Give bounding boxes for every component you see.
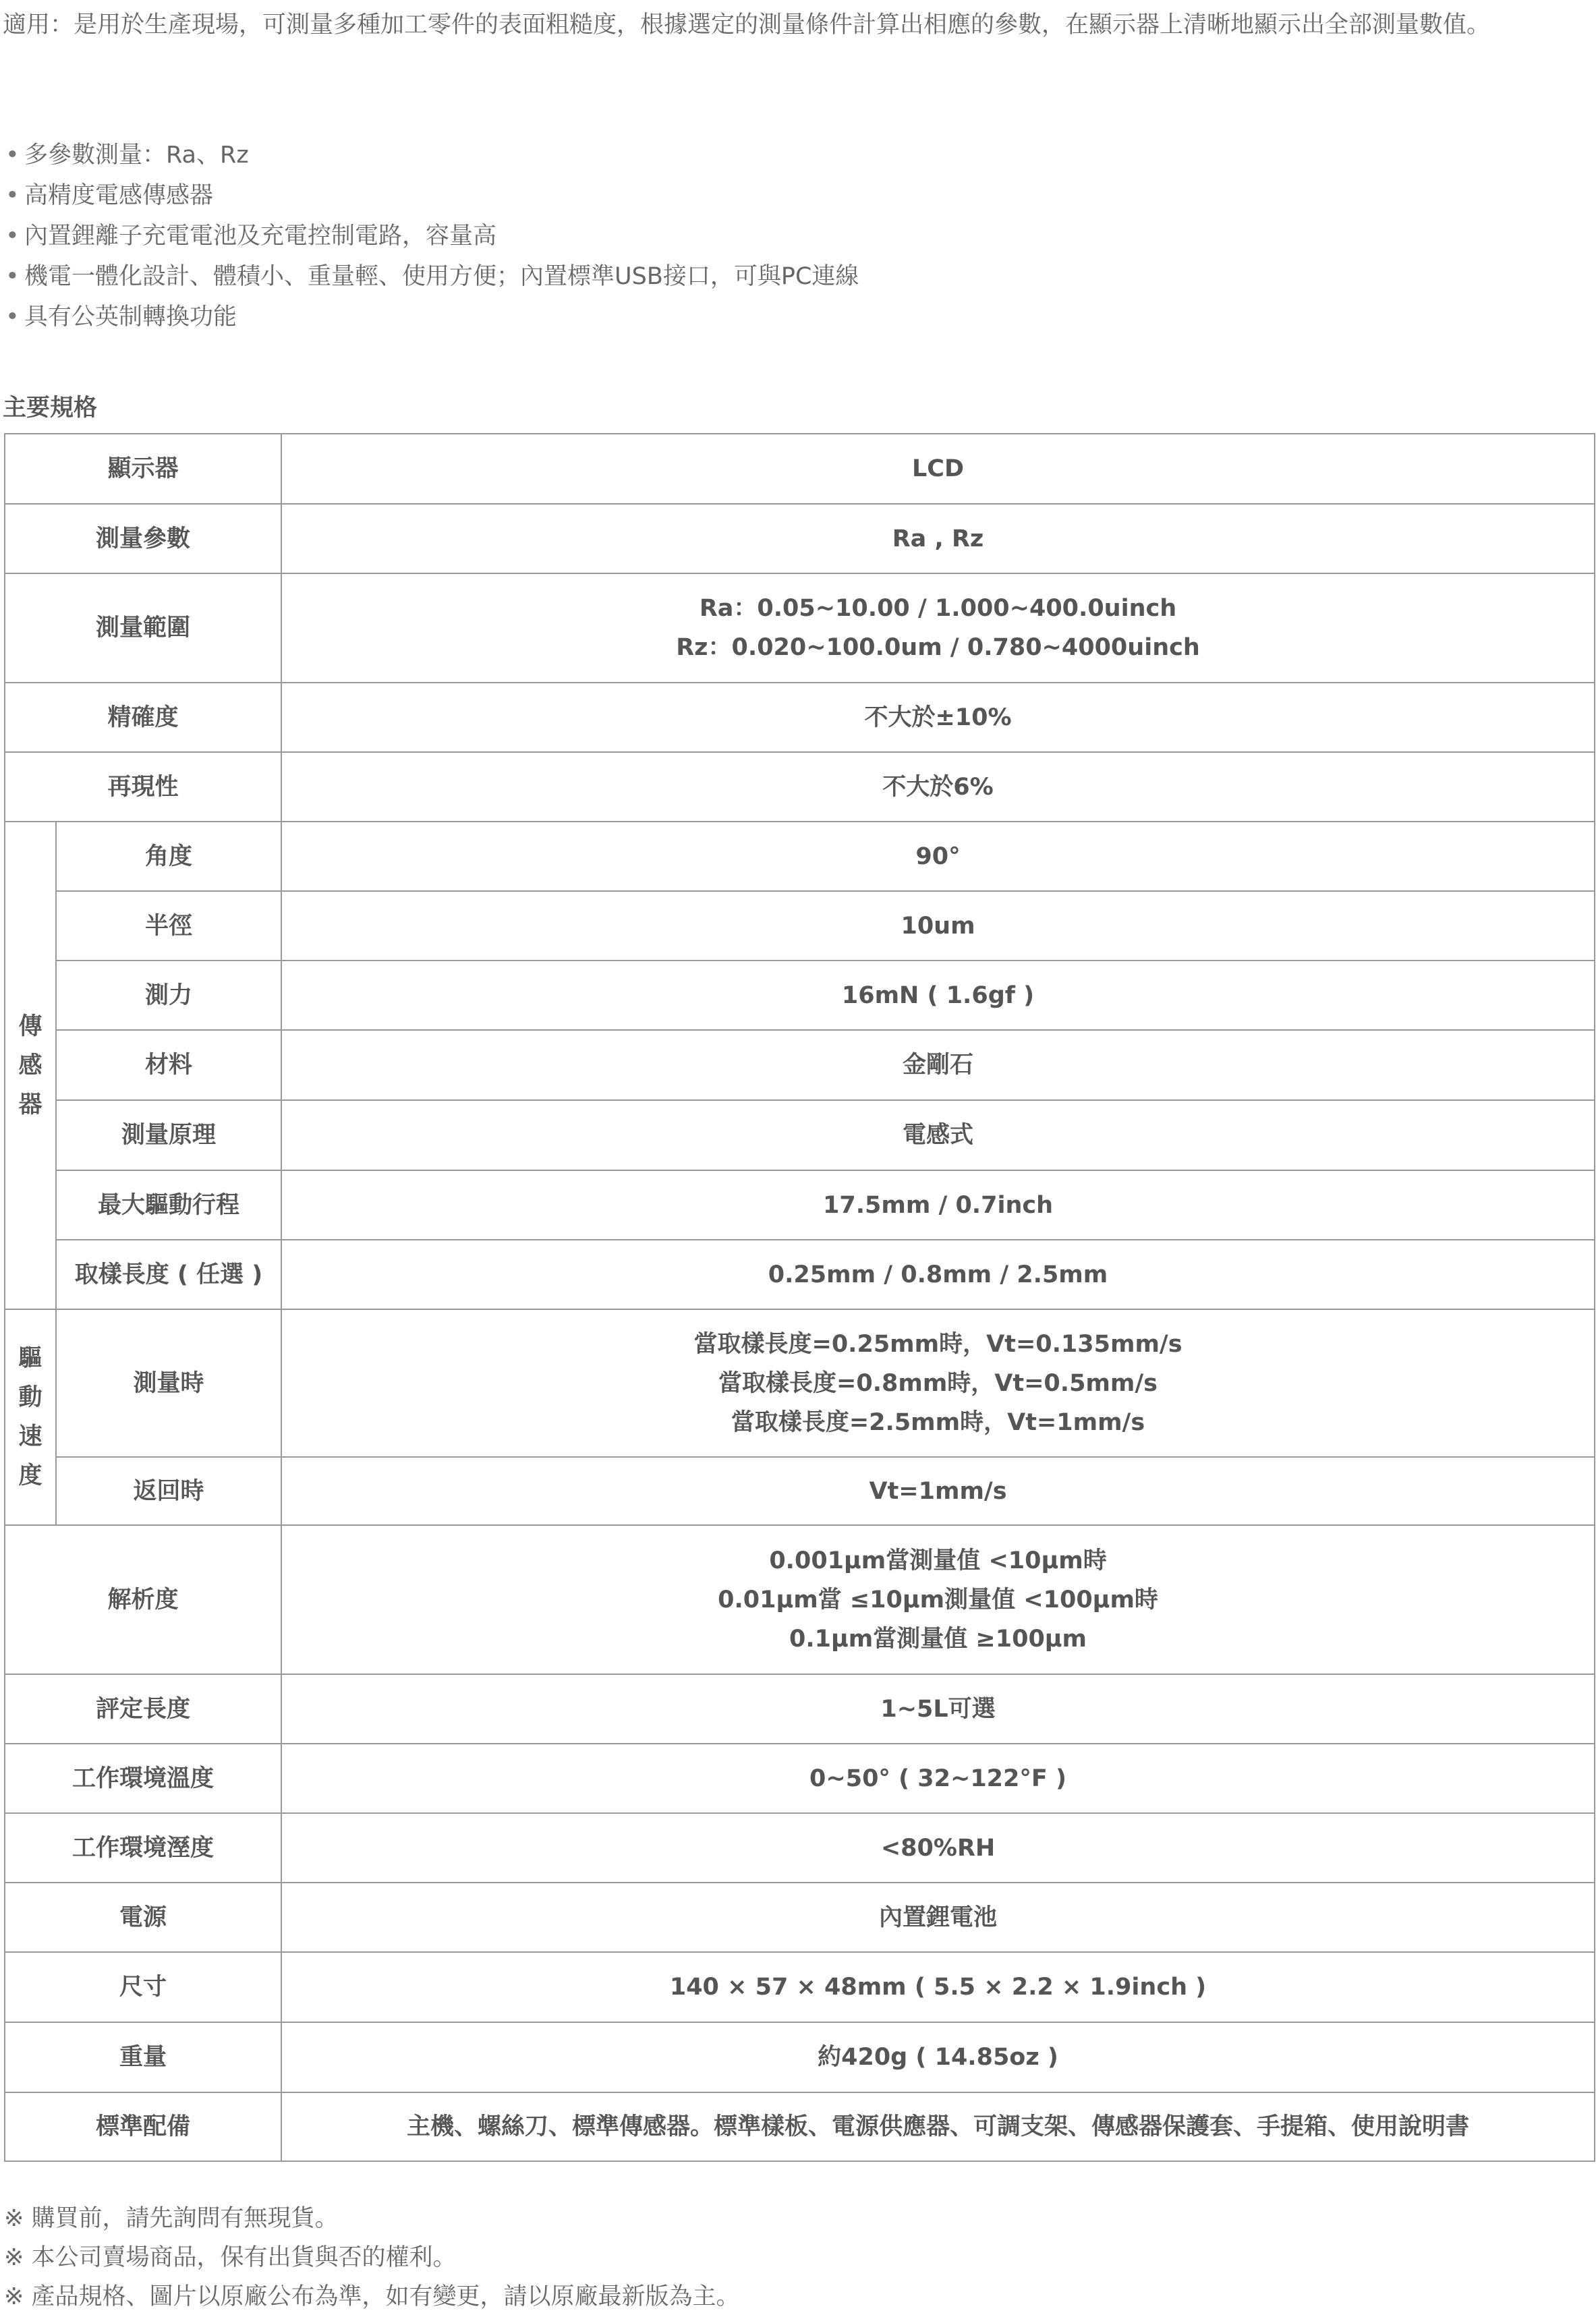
spec-value: <80%RH bbox=[281, 1813, 1595, 1883]
spec-value: 16mN ( 1.6gf ) bbox=[281, 961, 1595, 1030]
spec-value: 不大於6% bbox=[281, 752, 1595, 822]
spec-value: 內置鋰電池 bbox=[281, 1883, 1595, 1952]
spec-value: 140 × 57 × 48mm ( 5.5 × 2.2 × 1.9inch ) bbox=[281, 1952, 1595, 2022]
spec-label: 測量時 bbox=[56, 1309, 281, 1457]
spec-label: 角度 bbox=[56, 822, 281, 891]
bullet-icon: • bbox=[5, 223, 20, 250]
spec-row-sensor bbox=[5, 822, 1595, 891]
spec-section-title: 主要規格 bbox=[3, 395, 98, 422]
spec-label: 工作環境溫度 bbox=[5, 1744, 281, 1813]
spec-value: 90° bbox=[281, 822, 1595, 891]
spec-label: 解析度 bbox=[5, 1525, 281, 1674]
spec-row-weight bbox=[5, 2022, 1595, 2092]
intro-text: 適用：是用於生產現場，可測量多種加工零件的表面粗糙度，根據選定的測量條件計算出相應的參數，在顯示器上清晰地顯示出全部測量數值。 bbox=[3, 11, 1491, 38]
spec-row-sensor bbox=[5, 1100, 1595, 1170]
spec-value: 主機、螺絲刀、標準傳感器。標準樣板、電源供應器、可調支架、傳感器保護套、手提箱、使用說明書 bbox=[281, 2092, 1595, 2161]
feature-item: • 內置鋰離子充電電池及充電控制電路，容量高 bbox=[5, 216, 859, 256]
spec-row-sensor bbox=[5, 891, 1595, 961]
spec-label: 半徑 bbox=[56, 891, 281, 961]
spec-label: 最大驅動行程 bbox=[56, 1170, 281, 1240]
feature-item: • 機電一體化設計、體積小、重量輕、使用方便；內置標準USB接口，可與PC連線 bbox=[5, 256, 859, 297]
spec-label: 測量原理 bbox=[56, 1100, 281, 1170]
spec-value: 電感式 bbox=[281, 1100, 1595, 1170]
spec-value: Vt=1mm/s bbox=[281, 1457, 1595, 1525]
spec-label: 精確度 bbox=[5, 683, 281, 752]
spec-row-sensor bbox=[5, 1030, 1595, 1100]
bullet-icon: • bbox=[5, 304, 20, 331]
spec-label: 再現性 bbox=[5, 752, 281, 822]
feature-item: • 高精度電感傳感器 bbox=[5, 175, 859, 216]
feature-list bbox=[5, 135, 859, 337]
spec-value: 17.5mm / 0.7inch bbox=[281, 1170, 1595, 1240]
spec-row-speed-return bbox=[5, 1457, 1595, 1525]
spec-value: 1~5L可選 bbox=[281, 1674, 1595, 1744]
spec-label: 電源 bbox=[5, 1883, 281, 1952]
spec-row-sensor bbox=[5, 1170, 1595, 1240]
feature-item: • 具有公英制轉換功能 bbox=[5, 297, 859, 337]
spec-label: 評定長度 bbox=[5, 1674, 281, 1744]
spec-value: 0~50° ( 32~122°F ) bbox=[281, 1744, 1595, 1813]
spec-label: 尺寸 bbox=[5, 1952, 281, 2022]
spec-row-range bbox=[5, 573, 1595, 683]
bullet-icon: • bbox=[5, 142, 20, 169]
spec-row-resolution bbox=[5, 1525, 1595, 1674]
spec-row-speed-measure bbox=[5, 1309, 1595, 1457]
spec-label: 測量參數 bbox=[5, 504, 281, 573]
spec-row-repeat bbox=[5, 752, 1595, 822]
spec-row-accuracy bbox=[5, 683, 1595, 752]
bullet-icon: • bbox=[5, 182, 20, 209]
sensor-group-label: 傳感器 bbox=[5, 822, 56, 1309]
bullet-icon: • bbox=[5, 263, 20, 290]
spec-label: 返回時 bbox=[56, 1457, 281, 1525]
spec-value: Ra , Rz bbox=[281, 504, 1595, 573]
spec-row-display bbox=[5, 434, 1595, 504]
spec-row-size bbox=[5, 1952, 1595, 2022]
spec-value: 當取樣長度=0.25mm時，Vt=0.135mm/s 當取樣長度=0.8mm時，Vt=0.5mm/s 當取樣長度=2.5mm時，Vt=1mm/s bbox=[281, 1309, 1595, 1457]
spec-label: 標準配備 bbox=[5, 2092, 281, 2161]
note-item: ※ 購買前，請先詢問有無現貨。 bbox=[4, 2205, 339, 2232]
spec-row-humidity bbox=[5, 1813, 1595, 1883]
spec-row-sensor bbox=[5, 1240, 1595, 1309]
spec-value: 金剛石 bbox=[281, 1030, 1595, 1100]
spec-label: 測力 bbox=[56, 961, 281, 1030]
feature-item: • 多參數測量：Ra、Rz bbox=[5, 135, 859, 175]
spec-table bbox=[4, 433, 1595, 2162]
note-item: ※ 產品規格、圖片以原廠公布為準，如有變更，請以原廠最新版為主。 bbox=[4, 2283, 740, 2310]
spec-label: 材料 bbox=[56, 1030, 281, 1100]
note-item: ※ 本公司賣場商品，保有出貨與否的權利。 bbox=[4, 2244, 457, 2271]
spec-label: 工作環境溼度 bbox=[5, 1813, 281, 1883]
spec-row-power bbox=[5, 1883, 1595, 1952]
spec-label: 測量範圍 bbox=[5, 573, 281, 683]
spec-row-params bbox=[5, 504, 1595, 573]
speed-group-label: 驅動速度 bbox=[5, 1309, 56, 1525]
spec-value: Ra：0.05~10.00 / 1.000~400.0uinch Rz：0.020~100.0um / 0.780~4000uinch bbox=[281, 573, 1595, 683]
spec-label: 顯示器 bbox=[5, 434, 281, 504]
spec-value: 約420g ( 14.85oz ) bbox=[281, 2022, 1595, 2092]
spec-value: 0.001μm當測量值 <10μm時 0.01μm當 ≤10μm測量值 <100μm時 0.1μm當測量值 ≥100μm bbox=[281, 1525, 1595, 1674]
spec-value: 不大於±10% bbox=[281, 683, 1595, 752]
spec-value: LCD bbox=[281, 434, 1595, 504]
spec-row-eval-length bbox=[5, 1674, 1595, 1744]
spec-label: 取樣長度 ( 任選 ) bbox=[56, 1240, 281, 1309]
spec-row-accessories bbox=[5, 2092, 1595, 2161]
spec-row-temp bbox=[5, 1744, 1595, 1813]
spec-label: 重量 bbox=[5, 2022, 281, 2092]
notes-list bbox=[4, 2199, 739, 2316]
spec-value: 0.25mm / 0.8mm / 2.5mm bbox=[281, 1240, 1595, 1309]
spec-value: 10um bbox=[281, 891, 1595, 961]
spec-row-sensor bbox=[5, 961, 1595, 1030]
